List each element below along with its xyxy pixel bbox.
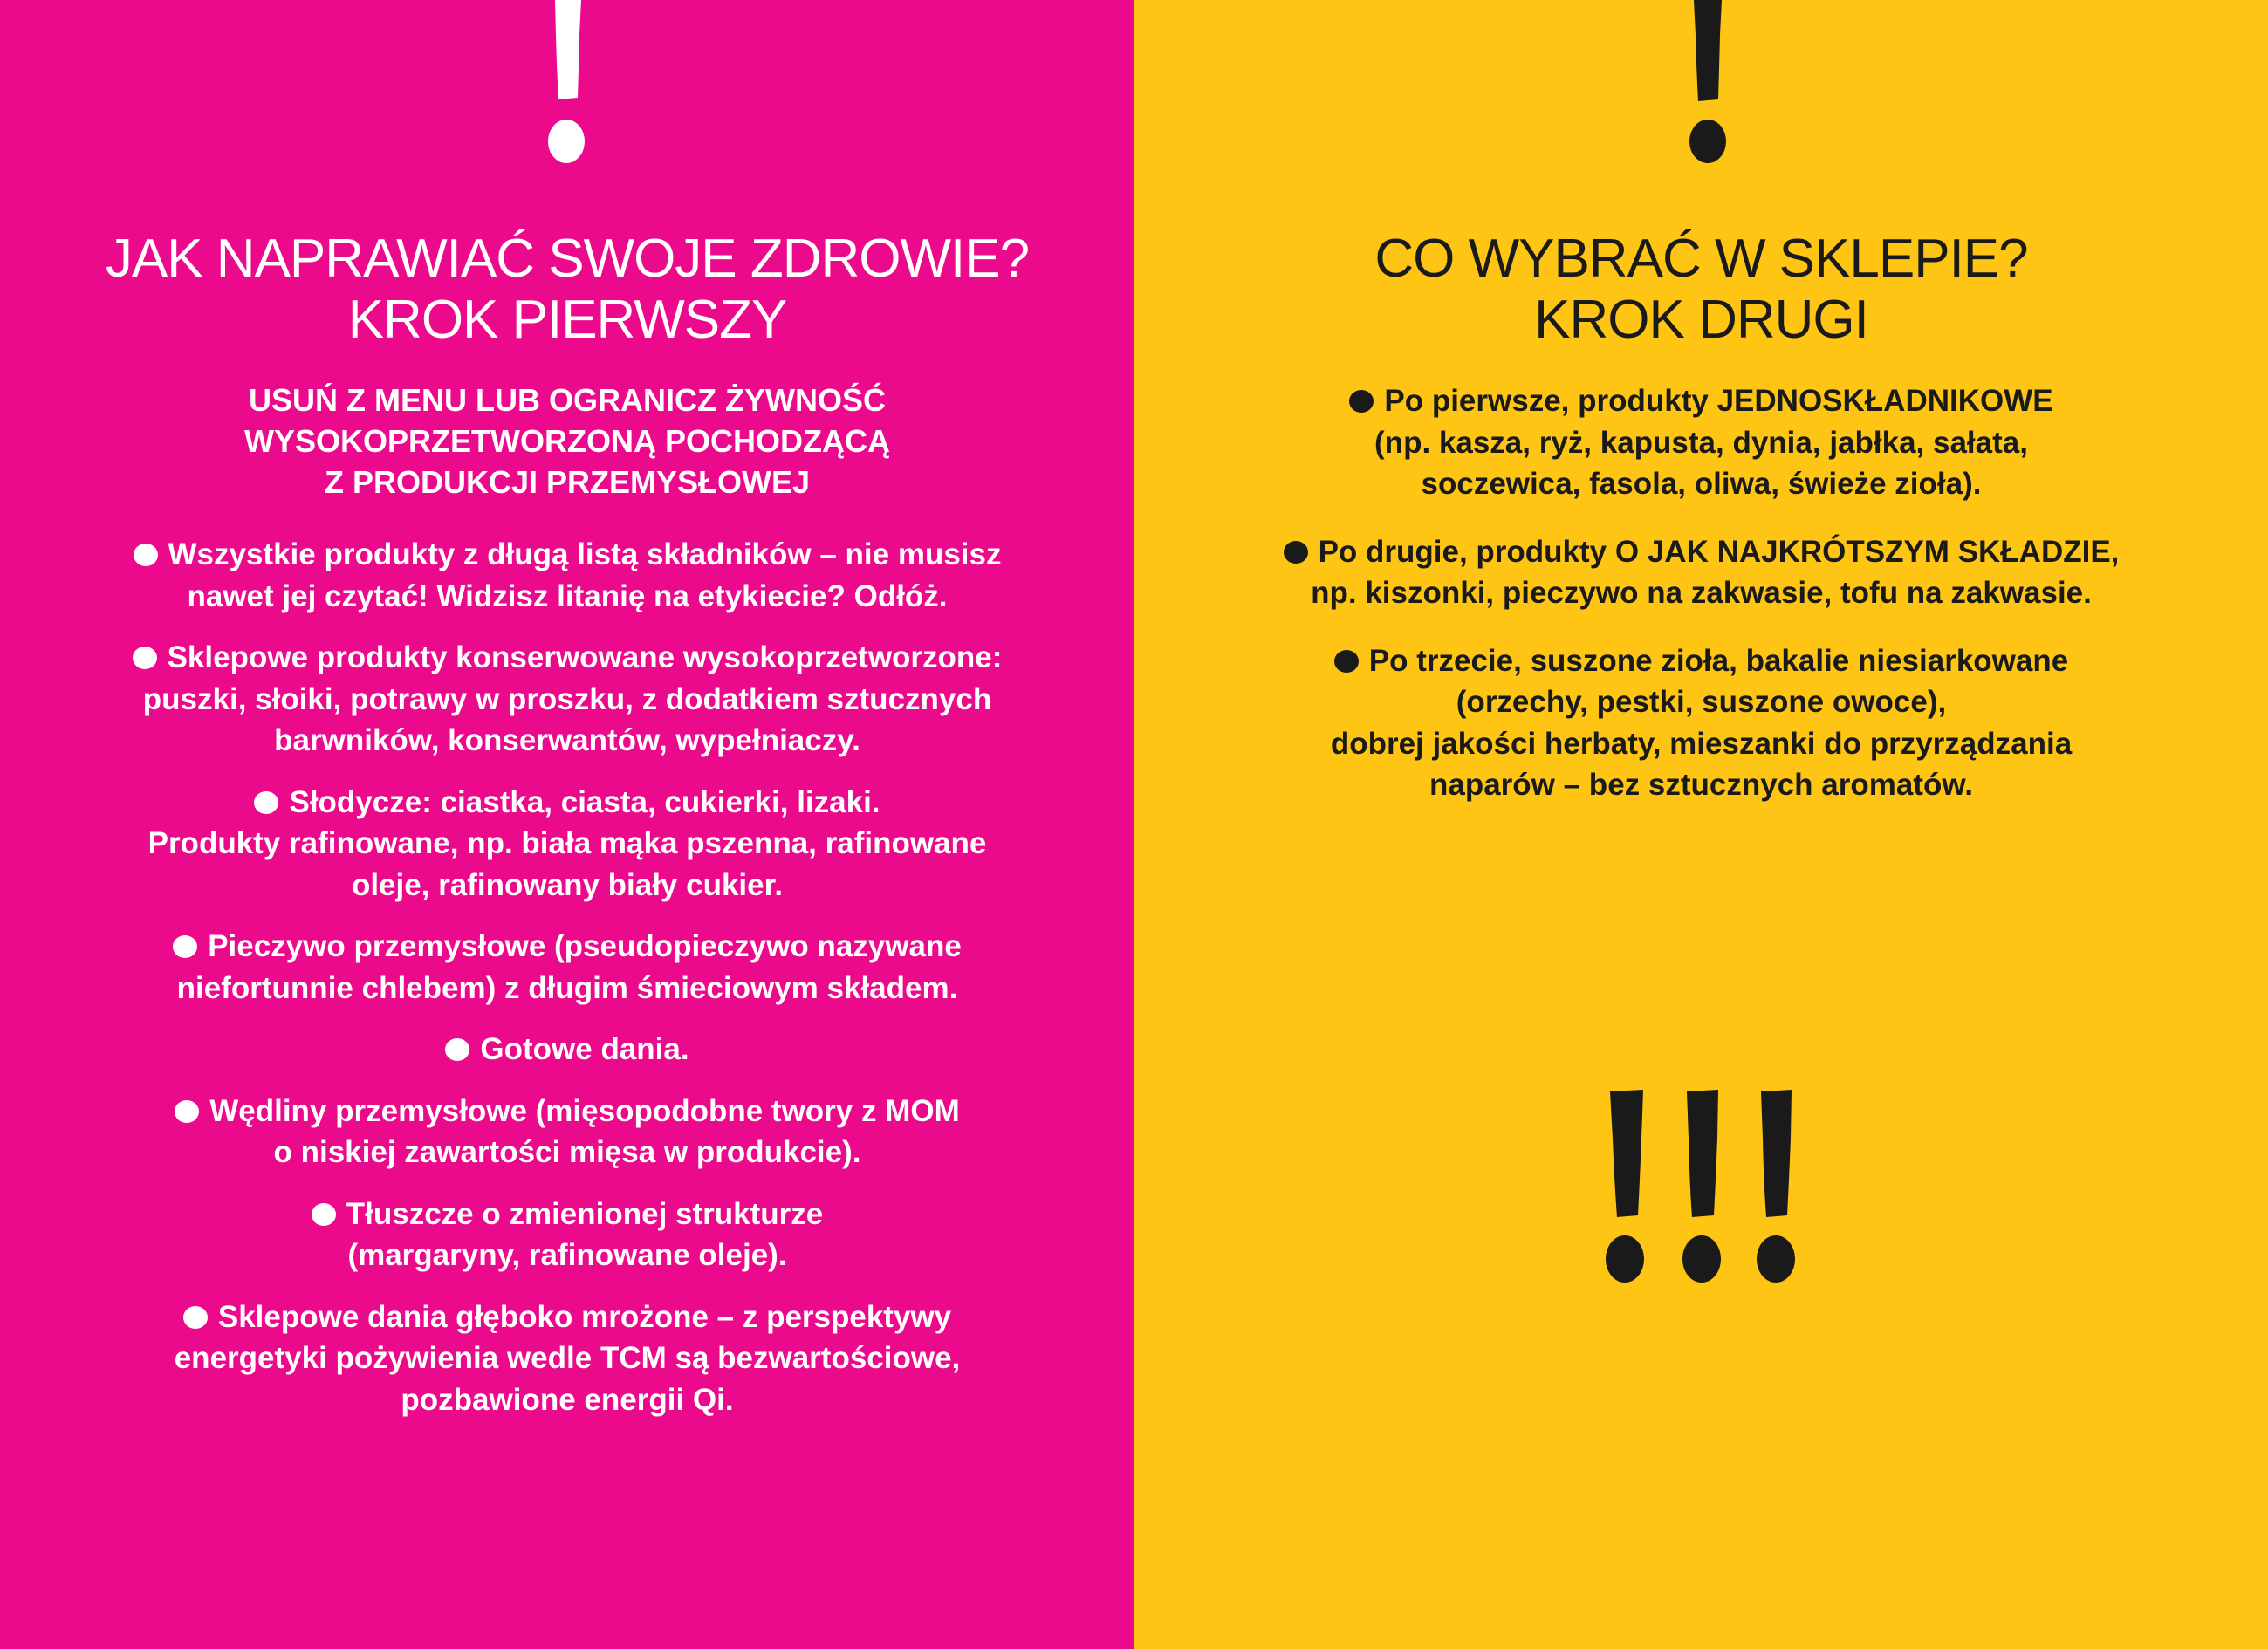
list-item-text: energetyki pożywienia wedle TCM są bezwartościowe, — [174, 1341, 961, 1375]
left-subtitle-line: WYSOKOPRZETWORZONĄ POCHODZĄCĄ — [244, 423, 890, 459]
list-item — [1134, 380, 2268, 505]
list-item — [0, 1091, 1134, 1173]
list-item-line — [0, 865, 1134, 907]
list-item-line — [0, 1029, 1134, 1071]
list-item-text: Tłuszcze o zmienionej strukturze — [346, 1196, 824, 1231]
list-item-line — [0, 1091, 1134, 1132]
list-item-line — [0, 823, 1134, 865]
list-item-line — [0, 782, 1134, 824]
list-item-text: Wędliny przemysłowe (mięsopodobne twory z MOM — [209, 1093, 960, 1128]
right-list — [1134, 380, 2268, 806]
triple-exclamation-icon — [1601, 1086, 1811, 1287]
list-item-highlight: JEDNOSKŁADNIKOWE — [1716, 384, 2053, 418]
list-item-line — [1134, 531, 2268, 573]
list-item-line — [0, 1132, 1134, 1173]
list-item-text: Pieczywo przemysłowe (pseudopieczywo nazywane — [208, 929, 962, 963]
list-item-text: (margaryny, rafinowane oleje). — [347, 1238, 787, 1272]
right-title-line: CO WYBRAĆ W SKLEPIE? — [1374, 229, 2028, 289]
list-item-line — [0, 926, 1134, 968]
right-page — [1134, 0, 2268, 1649]
list-item-text: Po pierwsze, produkty — [1384, 384, 1717, 418]
bullet-dot-icon — [134, 544, 158, 566]
list-item-line — [0, 1235, 1134, 1276]
list-item-line — [0, 637, 1134, 679]
left-subtitle-line: Z PRODUKCJI PRZEMYSŁOWEJ — [324, 464, 811, 500]
list-item-line — [0, 1379, 1134, 1421]
list-item-line — [1134, 640, 2268, 682]
list-item-text: niefortunnie chlebem) z długim śmieciowym składem. — [176, 970, 958, 1005]
left-subtitle-line: USUŃ Z MENU LUB OGRANICZ ŻYWNOŚĆ — [249, 382, 886, 418]
left-list — [0, 534, 1134, 1420]
left-subtitle — [0, 380, 1134, 503]
exclamation-icon — [1683, 0, 1732, 166]
bullet-dot-icon — [175, 1100, 199, 1123]
left-title — [0, 229, 1134, 351]
list-item-line — [0, 1194, 1134, 1235]
list-item — [0, 926, 1134, 1009]
list-item-text: puszki, słoiki, potrawy w proszku, z dodatkiem sztucznych — [142, 681, 992, 716]
list-item-text: Słodycze: ciastka, ciasta, cukierki, lizaki. — [289, 784, 880, 819]
bullet-dot-icon — [133, 647, 157, 669]
list-item-text: nawet jej czytać! Widzisz litanię na etykiecie? Odłóż. — [187, 578, 948, 613]
list-item-text: Produkty rafinowane, np. biała mąka pszenna, rafinowane — [147, 826, 987, 860]
list-item-text: Wszystkie produkty z długą listą składników – nie musisz — [168, 537, 1002, 571]
list-item-line — [0, 576, 1134, 618]
list-item-text: Po drugie, produkty — [1318, 534, 1615, 569]
bullet-dot-icon — [254, 791, 278, 814]
list-item-text: barwników, konserwantów, wypełniaczy. — [274, 723, 860, 757]
bullet-dot-icon — [312, 1203, 336, 1226]
bullet-dot-icon — [1349, 390, 1374, 413]
list-item-line: naparów – bez sztucznych aromatów. — [1429, 768, 1973, 802]
list-item-line: np. kiszonki, pieczywo na zakwasie, tofu na zakwasie. — [1311, 576, 2092, 610]
exclamation-icon — [543, 0, 592, 166]
list-item-line — [0, 679, 1134, 721]
list-item-text: pozbawione energii Qi. — [401, 1382, 734, 1417]
list-item-line — [1134, 380, 2268, 422]
list-item — [1134, 640, 2268, 806]
list-item-text: o niskiej zawartości mięsa w produkcie). — [273, 1135, 861, 1169]
list-item-line — [0, 720, 1134, 762]
list-item — [0, 534, 1134, 617]
bullet-dot-icon — [1284, 541, 1308, 564]
left-title-line: KROK PIERWSZY — [347, 290, 787, 350]
list-item — [0, 1194, 1134, 1276]
list-item-text: Sklepowe produkty konserwowane wysokoprzetworzone: — [167, 640, 1003, 674]
bullet-dot-icon — [445, 1038, 469, 1061]
list-item-text: oleje, rafinowany biały cukier. — [351, 867, 784, 902]
list-item-line: (np. kasza, ryż, kapusta, dynia, jabłka, sałata, — [1374, 425, 2028, 460]
list-item-line — [0, 1297, 1134, 1338]
list-item-text: Sklepowe dania głęboko mrożone – z perspektywy — [217, 1299, 952, 1334]
bullet-dot-icon — [183, 1306, 208, 1329]
list-item — [1134, 531, 2268, 614]
list-item — [0, 1297, 1134, 1421]
list-item — [0, 782, 1134, 907]
right-title-line: KROK DRUGI — [1534, 290, 1868, 350]
list-item-line: dobrej jakości herbaty, mieszanki do przyrządzania — [1330, 726, 2073, 761]
list-item-line — [0, 968, 1134, 1009]
bullet-dot-icon — [1334, 650, 1359, 673]
list-item-line — [0, 1338, 1134, 1379]
list-item-line: soczewica, fasola, oliwa, świeże zioła). — [1421, 467, 1982, 501]
list-item-line: (orzechy, pestki, suszone owoce), — [1456, 685, 1947, 719]
list-item — [0, 1029, 1134, 1071]
list-item-highlight: O JAK NAJKRÓTSZYM SKŁADZIE, — [1614, 534, 2120, 569]
list-item-text: Po trzecie, suszone zioła, bakalie niesiarkowane — [1368, 643, 2069, 678]
list-item-line — [0, 534, 1134, 576]
list-item — [0, 637, 1134, 762]
right-title — [1134, 229, 2268, 351]
list-item-text: Gotowe dania. — [480, 1032, 689, 1066]
left-title-line: JAK NAPRAWIAĆ SWOJE ZDROWIE? — [105, 229, 1030, 289]
bullet-dot-icon — [173, 935, 197, 958]
